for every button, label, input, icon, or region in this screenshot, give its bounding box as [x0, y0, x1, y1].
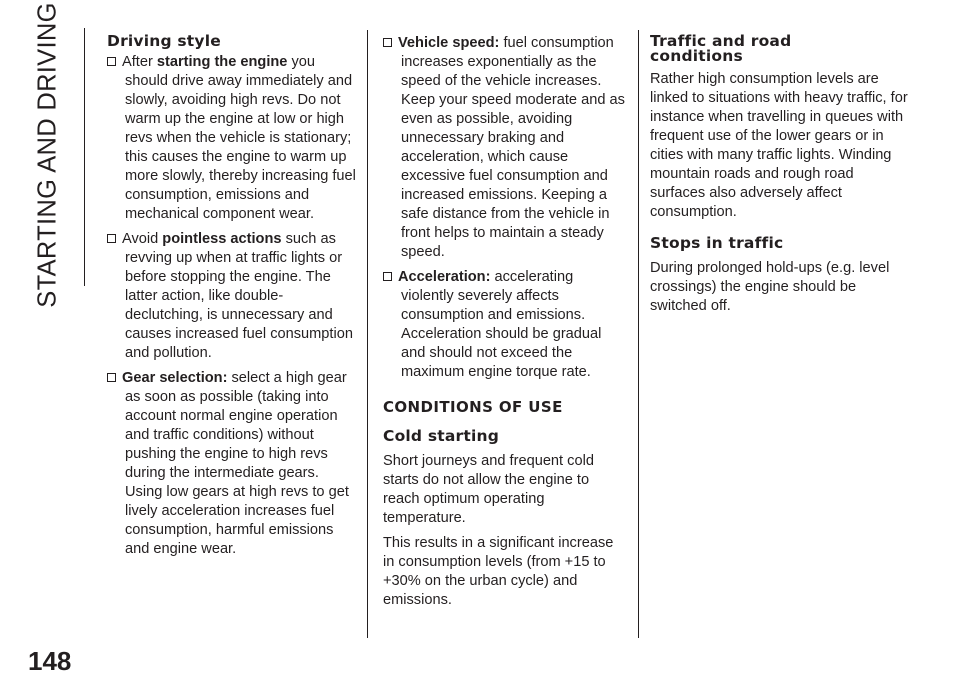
- column-divider-1: [367, 30, 368, 638]
- paragraph: Short journeys and frequent cold starts do not allow the engine to reach optimum operating temperature.: [383, 453, 594, 526]
- section-title-text: STARTING AND DRIVING: [33, 2, 62, 308]
- bullet-text: fuel consumption increases exponentially as the speed of the vehicle increases. Keep your speed moderate and as even as possible, avoiding unnecessary braking and acceleration, which cause excessive fuel consumption and increased emissions. Keeping a safe distance from the vehicle in front helps to maintain a steady speed.: [401, 35, 625, 260]
- heading-traffic-conditions: [650, 34, 910, 64]
- bullet-text: you should drive away immediately and slowly, avoiding high revs. Do not warm up the engine at low or high revs when the vehicle is stationary; this causes the engine to warm up more slowly, thereby increasing fuel consumption, emissions and mechanical component wear.: [125, 54, 356, 222]
- bullet-text: select a high gear as soon as possible (taking into account normal engine operation and traffic conditions) without pushing the engine to high revs during the intermediate gears. Using low gears at high revs to get lively acceleration increases fuel consumption, harmful emissions and engine wear.: [125, 370, 349, 557]
- bullet-item: [107, 230, 359, 363]
- bullet-lead: After: [122, 54, 157, 70]
- bullet-bold: Gear selection:: [122, 370, 228, 386]
- bullet-item: [107, 53, 359, 224]
- heading-conditions-of-use: CONDITIONS OF USE: [383, 398, 563, 416]
- bullet-text: such as revving up when at traffic lights or before stopping the engine. The latter action, like double-declutching, is unnecessary and causes increased fuel consumption and pollution.: [125, 231, 353, 361]
- bullet-bold: starting the engine: [156, 54, 288, 70]
- column-1: [107, 34, 359, 565]
- checkbox-square-icon: [383, 38, 392, 47]
- checkbox-square-icon: [107, 57, 116, 66]
- column-divider-2: [638, 30, 639, 638]
- checkbox-square-icon: [107, 373, 116, 382]
- side-divider: [84, 28, 85, 286]
- bullet-text: accelerating violently severely affects consumption and emissions. Acceleration should be gradual and should not exceed the maximum engine torque rate.: [401, 269, 602, 380]
- column-3: [650, 34, 910, 322]
- heading-line: conditions: [650, 47, 743, 65]
- section-side-title: [18, 2, 78, 308]
- bullet-item: [383, 268, 627, 382]
- column-2: [383, 34, 627, 616]
- checkbox-square-icon: [383, 272, 392, 281]
- bullet-item: [107, 369, 359, 559]
- bullet-lead: Avoid: [122, 231, 163, 247]
- bullet-bold: pointless actions: [162, 231, 282, 247]
- checkbox-square-icon: [107, 234, 116, 243]
- bullet-bold: Vehicle speed:: [398, 35, 500, 51]
- paragraph: Rather high consumption levels are linked to situations with heavy traffic, for instance when travelling in queues with frequent use of the lower gears or in cities with many traffic lights. Winding mountain roads and rough road surfaces also adversely affect consumption.: [650, 71, 908, 220]
- bullet-bold: Acceleration:: [398, 269, 491, 285]
- heading-stops-in-traffic: Stops in traffic: [650, 234, 784, 252]
- paragraph: This results in a significant increase in consumption levels (from +15 to +30% on the urban cycle) and emissions.: [383, 535, 614, 608]
- page-number: 148: [28, 646, 72, 676]
- paragraph: During prolonged hold-ups (e.g. level crossings) the engine should be switched off.: [650, 260, 890, 314]
- heading-driving-style: Driving style: [107, 32, 221, 50]
- bullet-item: [383, 34, 627, 262]
- heading-line: Traffic and road: [650, 32, 792, 50]
- heading-cold-starting: Cold starting: [383, 427, 500, 445]
